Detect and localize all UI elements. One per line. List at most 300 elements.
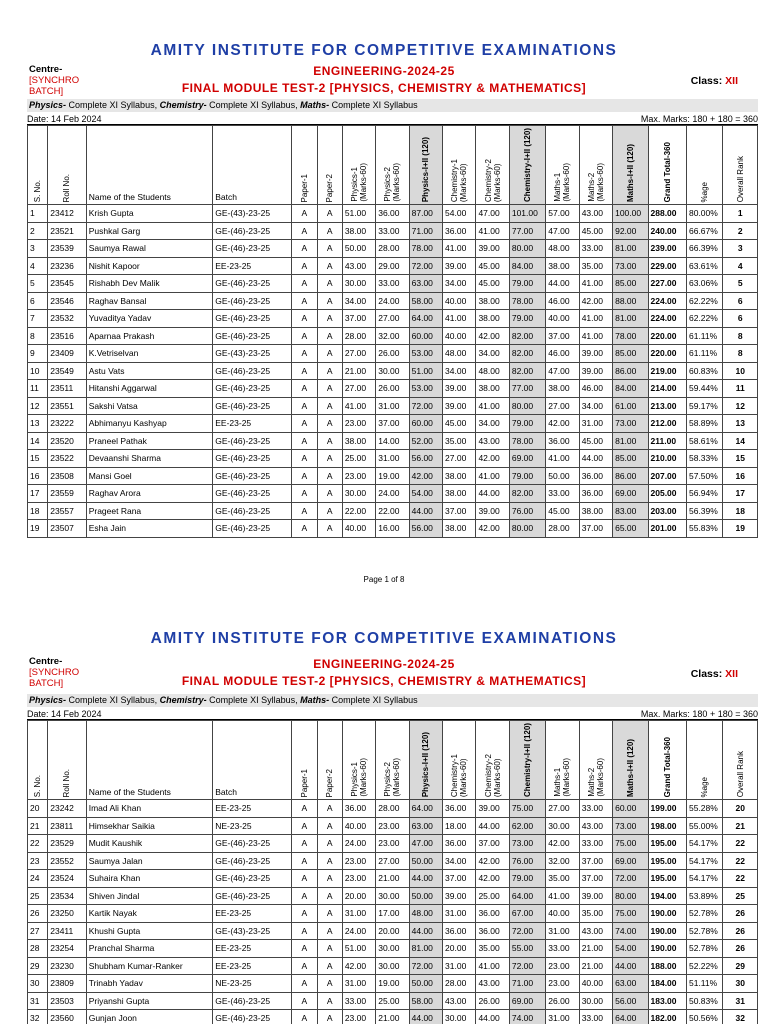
cell-paper1: A <box>292 292 317 310</box>
cell-name: K.Vetriselvan <box>86 345 213 363</box>
col-header-label: Name of the Students <box>88 192 171 203</box>
cell-math1: 42.00 <box>546 835 579 853</box>
cell-chemtot: 64.00 <box>509 887 545 905</box>
col-header-paper2 <box>317 126 342 205</box>
cell-phytot: 60.00 <box>409 327 442 345</box>
cell-pct: 55.00% <box>686 817 722 835</box>
cell-pct: 56.39% <box>686 502 722 520</box>
cell-name: Devaanshi Sharma <box>86 450 213 468</box>
cell-chem2: 42.00 <box>476 852 509 870</box>
cell-math1: 30.00 <box>546 817 579 835</box>
program-title: ENGINEERING-2024-25 <box>313 657 455 671</box>
cell-batch: GE-(43)-23-25 <box>213 345 292 363</box>
table-row <box>28 310 758 328</box>
cell-name: Yuvaditya Yadav <box>86 310 213 328</box>
cell-chem2: 43.00 <box>476 432 509 450</box>
cell-pct: 59.44% <box>686 380 722 398</box>
cell-phy2: 14.00 <box>376 432 409 450</box>
cell-math2: 41.00 <box>579 275 612 293</box>
cell-phy1: 51.00 <box>342 205 375 223</box>
test-date: Date: 14 Feb 2024 <box>27 114 102 124</box>
col-header-chem1 <box>443 721 476 800</box>
cell-chem2: 41.00 <box>476 397 509 415</box>
cell-phytot: 50.00 <box>409 975 442 993</box>
cell-phytot: 47.00 <box>409 835 442 853</box>
chemistry-syllabus: Complete XI Syllabus, <box>206 100 301 110</box>
cell-batch: EE-23-25 <box>213 940 292 958</box>
table-row <box>28 292 758 310</box>
cell-math2: 44.00 <box>579 450 612 468</box>
cell-roll: 23242 <box>48 800 86 818</box>
cell-sno: 6 <box>28 292 48 310</box>
cell-paper2: A <box>317 275 342 293</box>
cell-chem1: 18.00 <box>443 817 476 835</box>
cell-chemtot: 69.00 <box>509 450 545 468</box>
page-2 <box>0 600 768 1024</box>
cell-phy1: 22.00 <box>342 502 375 520</box>
cell-roll: 23546 <box>48 292 86 310</box>
program-title: ENGINEERING-2024-25 <box>313 64 455 78</box>
cell-phytot: 64.00 <box>409 800 442 818</box>
cell-math2: 30.00 <box>579 992 612 1010</box>
col-header-rank <box>723 721 758 800</box>
cell-roll: 23516 <box>48 327 86 345</box>
cell-rank: 22 <box>723 870 758 888</box>
col-header-label: Grand Total-360 <box>662 141 672 203</box>
cell-rank: 14 <box>723 432 758 450</box>
cell-name: Khushi Gupta <box>86 922 213 940</box>
cell-sno: 10 <box>28 362 48 380</box>
centre-label: Centre- <box>29 656 63 667</box>
cell-mathtot: 75.00 <box>613 835 648 853</box>
cell-rank: 18 <box>723 502 758 520</box>
cell-math1: 32.00 <box>546 852 579 870</box>
cell-math1: 48.00 <box>546 240 579 258</box>
cell-chemtot: 55.00 <box>509 940 545 958</box>
cell-chemtot: 72.00 <box>509 922 545 940</box>
cell-mathtot: 85.00 <box>613 345 648 363</box>
cell-pct: 56.94% <box>686 485 722 503</box>
cell-chemtot: 82.00 <box>509 485 545 503</box>
cell-chem1: 28.00 <box>443 975 476 993</box>
cell-math1: 44.00 <box>546 275 579 293</box>
cell-math2: 36.00 <box>579 467 612 485</box>
cell-phy1: 24.00 <box>342 922 375 940</box>
cell-phy2: 24.00 <box>376 485 409 503</box>
cell-phytot: 58.00 <box>409 992 442 1010</box>
cell-pct: 54.17% <box>686 852 722 870</box>
cell-name: Pranchal Sharma <box>86 940 213 958</box>
cell-name: Krish Gupta <box>86 205 213 223</box>
cell-pct: 58.61% <box>686 432 722 450</box>
cell-phy2: 27.00 <box>376 852 409 870</box>
cell-pct: 57.50% <box>686 467 722 485</box>
cell-chem2: 34.00 <box>476 345 509 363</box>
cell-mathtot: 73.00 <box>613 817 648 835</box>
cell-math1: 23.00 <box>546 975 579 993</box>
col-header-phytot <box>409 126 442 205</box>
table-row <box>28 975 758 993</box>
cell-roll: 23539 <box>48 240 86 258</box>
cell-paper2: A <box>317 467 342 485</box>
cell-chemtot: 71.00 <box>509 975 545 993</box>
cell-sno: 23 <box>28 852 48 870</box>
results-table-page-1 <box>27 125 758 538</box>
cell-chem2: 38.00 <box>476 380 509 398</box>
cell-rank: 30 <box>723 975 758 993</box>
table-row <box>28 432 758 450</box>
cell-chemtot: 69.00 <box>509 992 545 1010</box>
cell-chem1: 35.00 <box>443 432 476 450</box>
cell-pct: 80.00% <box>686 205 722 223</box>
cell-chemtot: 62.00 <box>509 817 545 835</box>
cell-math2: 35.00 <box>579 905 612 923</box>
cell-batch: GE-(46)-23-25 <box>213 502 292 520</box>
cell-sno: 21 <box>28 817 48 835</box>
cell-chem1: 38.00 <box>443 485 476 503</box>
cell-rank: 31 <box>723 992 758 1010</box>
cell-phytot: 44.00 <box>409 502 442 520</box>
cell-sno: 8 <box>28 327 48 345</box>
cell-phy1: 51.00 <box>342 940 375 958</box>
cell-grand: 190.00 <box>648 905 686 923</box>
cell-roll: 23809 <box>48 975 86 993</box>
table-row <box>28 870 758 888</box>
cell-phytot: 71.00 <box>409 222 442 240</box>
cell-batch: EE-23-25 <box>213 905 292 923</box>
cell-phytot: 44.00 <box>409 922 442 940</box>
cell-chem1: 37.00 <box>443 870 476 888</box>
cell-chem1: 36.00 <box>443 222 476 240</box>
cell-grand: 220.00 <box>648 345 686 363</box>
col-header-label: Overall Rank <box>735 750 745 798</box>
cell-mathtot: 84.00 <box>613 380 648 398</box>
table-row <box>28 887 758 905</box>
cell-paper2: A <box>317 415 342 433</box>
cell-sno: 24 <box>28 870 48 888</box>
col-header-label: %age <box>700 181 710 203</box>
chemistry-label: Chemistry- <box>159 100 207 110</box>
cell-math2: 41.00 <box>579 310 612 328</box>
cell-name: Imad Ali Khan <box>86 800 213 818</box>
table-row <box>28 415 758 433</box>
cell-batch: NE-23-25 <box>213 817 292 835</box>
cell-chem1: 37.00 <box>443 502 476 520</box>
cell-chem2: 26.00 <box>476 992 509 1010</box>
cell-roll: 23250 <box>48 905 86 923</box>
cell-phy2: 31.00 <box>376 397 409 415</box>
col-header-math2 <box>579 721 612 800</box>
col-header-chem2 <box>476 721 509 800</box>
chemistry-syllabus: Complete XI Syllabus, <box>206 695 301 705</box>
cell-rank: 20 <box>723 800 758 818</box>
cell-phy1: 33.00 <box>342 992 375 1010</box>
cell-chem2: 25.00 <box>476 887 509 905</box>
cell-paper1: A <box>292 520 317 538</box>
cell-phytot: 50.00 <box>409 887 442 905</box>
cell-paper2: A <box>317 450 342 468</box>
cell-math2: 34.00 <box>579 397 612 415</box>
cell-pct: 50.56% <box>686 1010 722 1024</box>
cell-phy2: 27.00 <box>376 310 409 328</box>
cell-mathtot: 65.00 <box>613 520 648 538</box>
col-header-chem2 <box>476 126 509 205</box>
cell-phytot: 56.00 <box>409 520 442 538</box>
cell-pct: 66.67% <box>686 222 722 240</box>
cell-math2: 42.00 <box>579 292 612 310</box>
cell-rank: 10 <box>723 362 758 380</box>
cell-phytot: 72.00 <box>409 957 442 975</box>
table-row <box>28 922 758 940</box>
table-row <box>28 450 758 468</box>
cell-math2: 45.00 <box>579 222 612 240</box>
cell-rank: 22 <box>723 852 758 870</box>
cell-roll: 23409 <box>48 345 86 363</box>
cell-paper2: A <box>317 957 342 975</box>
cell-sno: 18 <box>28 502 48 520</box>
cell-paper2: A <box>317 222 342 240</box>
cell-name: Shubham Kumar-Ranker <box>86 957 213 975</box>
col-header-pct <box>686 126 722 205</box>
cell-phy1: 37.00 <box>342 310 375 328</box>
col-header-roll <box>48 721 86 800</box>
cell-chem2: 39.00 <box>476 240 509 258</box>
cell-paper1: A <box>292 957 317 975</box>
cell-paper2: A <box>317 940 342 958</box>
cell-batch: GE-(46)-23-25 <box>213 887 292 905</box>
cell-batch: EE-23-25 <box>213 415 292 433</box>
cell-sno: 28 <box>28 940 48 958</box>
cell-phytot: 53.00 <box>409 380 442 398</box>
cell-grand: 213.00 <box>648 397 686 415</box>
cell-phy2: 17.00 <box>376 905 409 923</box>
cell-paper2: A <box>317 205 342 223</box>
col-header-math1 <box>546 721 579 800</box>
cell-phy2: 31.00 <box>376 450 409 468</box>
cell-phy1: 23.00 <box>342 852 375 870</box>
cell-rank: 29 <box>723 957 758 975</box>
class-value: XII <box>725 668 738 680</box>
maths-syllabus: Complete XI Syllabus <box>329 100 418 110</box>
cell-chem2: 42.00 <box>476 520 509 538</box>
page-footer: Page 1 of 8 <box>363 575 405 584</box>
cell-math2: 41.00 <box>579 327 612 345</box>
cell-math2: 37.00 <box>579 520 612 538</box>
cell-phy2: 29.00 <box>376 257 409 275</box>
cell-batch: GE-(46)-23-25 <box>213 397 292 415</box>
cell-batch: NE-23-25 <box>213 975 292 993</box>
cell-phy2: 21.00 <box>376 1010 409 1024</box>
cell-paper2: A <box>317 992 342 1010</box>
cell-paper2: A <box>317 345 342 363</box>
cell-paper1: A <box>292 817 317 835</box>
cell-chem1: 34.00 <box>443 362 476 380</box>
cell-chem1: 31.00 <box>443 905 476 923</box>
cell-pct: 61.11% <box>686 345 722 363</box>
col-header-label: Paper-1 <box>299 768 309 798</box>
cell-name: Astu Vats <box>86 362 213 380</box>
col-header-sno <box>28 721 48 800</box>
cell-math1: 26.00 <box>546 992 579 1010</box>
cell-math2: 39.00 <box>579 887 612 905</box>
cell-phy1: 43.00 <box>342 257 375 275</box>
cell-rank: 15 <box>723 450 758 468</box>
cell-paper1: A <box>292 222 317 240</box>
cell-paper2: A <box>317 292 342 310</box>
cell-math2: 46.00 <box>579 380 612 398</box>
class-info <box>691 668 738 680</box>
col-header-label: Name of the Students <box>88 787 171 798</box>
table-row <box>28 800 758 818</box>
cell-sno: 13 <box>28 415 48 433</box>
cell-batch: GE-(46)-23-25 <box>213 292 292 310</box>
cell-math1: 45.00 <box>546 502 579 520</box>
cell-chem1: 30.00 <box>443 1010 476 1024</box>
cell-chemtot: 79.00 <box>509 415 545 433</box>
cell-sno: 27 <box>28 922 48 940</box>
cell-sno: 7 <box>28 310 48 328</box>
cell-paper2: A <box>317 870 342 888</box>
table-row <box>28 222 758 240</box>
col-header-paper2 <box>317 721 342 800</box>
cell-chemtot: 80.00 <box>509 240 545 258</box>
cell-paper2: A <box>317 800 342 818</box>
cell-chem2: 44.00 <box>476 817 509 835</box>
cell-roll: 23254 <box>48 940 86 958</box>
cell-batch: GE-(46)-23-25 <box>213 450 292 468</box>
cell-batch: GE-(46)-23-25 <box>213 520 292 538</box>
cell-chem1: 39.00 <box>443 887 476 905</box>
cell-roll: 23529 <box>48 835 86 853</box>
table-row <box>28 905 758 923</box>
cell-grand: 198.00 <box>648 817 686 835</box>
max-marks: Max. Marks: 180 + 180 = 360 <box>640 709 758 719</box>
cell-mathtot: 85.00 <box>613 450 648 468</box>
cell-name: Trinabh Yadav <box>86 975 213 993</box>
cell-phytot: 52.00 <box>409 432 442 450</box>
cell-name: Raghav Bansal <box>86 292 213 310</box>
cell-chemtot: 80.00 <box>509 397 545 415</box>
cell-roll: 23522 <box>48 450 86 468</box>
cell-phy1: 41.00 <box>342 397 375 415</box>
cell-chemtot: 76.00 <box>509 852 545 870</box>
cell-phy1: 27.00 <box>342 380 375 398</box>
class-label: Class: <box>690 668 723 680</box>
cell-batch: GE-(46)-23-25 <box>213 240 292 258</box>
cell-paper1: A <box>292 922 317 940</box>
col-header-label: Paper-1 <box>299 173 309 203</box>
cell-math1: 31.00 <box>546 1010 579 1024</box>
cell-batch: GE-(46)-23-25 <box>213 380 292 398</box>
cell-sno: 22 <box>28 835 48 853</box>
cell-paper1: A <box>292 800 317 818</box>
cell-chem1: 36.00 <box>443 835 476 853</box>
cell-phytot: 44.00 <box>409 870 442 888</box>
cell-chemtot: 79.00 <box>509 870 545 888</box>
cell-sno: 31 <box>28 992 48 1010</box>
col-header-label: Physics-1 (Marks-60) <box>350 758 369 798</box>
cell-math1: 41.00 <box>546 450 579 468</box>
cell-chemtot: 74.00 <box>509 1010 545 1024</box>
cell-sno: 2 <box>28 222 48 240</box>
table-row <box>28 380 758 398</box>
cell-pct: 66.39% <box>686 240 722 258</box>
cell-paper1: A <box>292 940 317 958</box>
cell-grand: 227.00 <box>648 275 686 293</box>
cell-grand: 288.00 <box>648 205 686 223</box>
cell-chem1: 43.00 <box>443 992 476 1010</box>
cell-paper2: A <box>317 852 342 870</box>
col-header-grand <box>648 721 686 800</box>
cell-phy1: 50.00 <box>342 240 375 258</box>
cell-phy2: 25.00 <box>376 992 409 1010</box>
centre-value-1: [SYNCHRO <box>29 667 80 678</box>
cell-roll: 23534 <box>48 887 86 905</box>
cell-mathtot: 72.00 <box>613 870 648 888</box>
cell-roll: 23508 <box>48 467 86 485</box>
cell-chemtot: 82.00 <box>509 345 545 363</box>
cell-grand: 224.00 <box>648 310 686 328</box>
cell-name: Praneel Pathak <box>86 432 213 450</box>
cell-paper1: A <box>292 257 317 275</box>
cell-pct: 50.83% <box>686 992 722 1010</box>
cell-phy2: 30.00 <box>376 940 409 958</box>
cell-rank: 8 <box>723 327 758 345</box>
cell-phy1: 30.00 <box>342 275 375 293</box>
cell-phytot: 72.00 <box>409 257 442 275</box>
cell-phy2: 28.00 <box>376 240 409 258</box>
maths-label: Maths- <box>300 695 330 705</box>
cell-batch: GE-(46)-23-25 <box>213 835 292 853</box>
cell-phytot: 87.00 <box>409 205 442 223</box>
col-header-label: Physics-2 (Marks-60) <box>383 758 402 798</box>
cell-paper2: A <box>317 817 342 835</box>
cell-math1: 35.00 <box>546 870 579 888</box>
max-marks: Max. Marks: 180 + 180 = 360 <box>640 114 758 124</box>
col-header-label: Batch <box>215 787 237 798</box>
cell-chem1: 41.00 <box>443 240 476 258</box>
cell-math1: 38.00 <box>546 257 579 275</box>
cell-rank: 3 <box>723 240 758 258</box>
cell-math1: 38.00 <box>546 380 579 398</box>
table-row <box>28 957 758 975</box>
cell-paper1: A <box>292 887 317 905</box>
cell-mathtot: 78.00 <box>613 327 648 345</box>
cell-chem1: 40.00 <box>443 292 476 310</box>
cell-sno: 25 <box>28 887 48 905</box>
cell-grand: 194.00 <box>648 887 686 905</box>
chemistry-label: Chemistry- <box>159 695 207 705</box>
cell-name: Sakshi Vatsa <box>86 397 213 415</box>
cell-paper1: A <box>292 502 317 520</box>
cell-math1: 37.00 <box>546 327 579 345</box>
cell-rank: 21 <box>723 817 758 835</box>
cell-phy2: 33.00 <box>376 275 409 293</box>
col-header-phy2 <box>376 721 409 800</box>
cell-rank: 13 <box>723 415 758 433</box>
cell-grand: 207.00 <box>648 467 686 485</box>
col-header-label: Chemistry-2 (Marks-60) <box>483 753 502 798</box>
cell-mathtot: 92.00 <box>613 222 648 240</box>
cell-math2: 43.00 <box>579 922 612 940</box>
col-header-label: Paper-2 <box>325 768 335 798</box>
cell-grand: 239.00 <box>648 240 686 258</box>
table-row <box>28 362 758 380</box>
cell-mathtot: 63.00 <box>613 975 648 993</box>
cell-phy2: 20.00 <box>376 922 409 940</box>
cell-mathtot: 100.00 <box>613 205 648 223</box>
cell-chem1: 36.00 <box>443 800 476 818</box>
